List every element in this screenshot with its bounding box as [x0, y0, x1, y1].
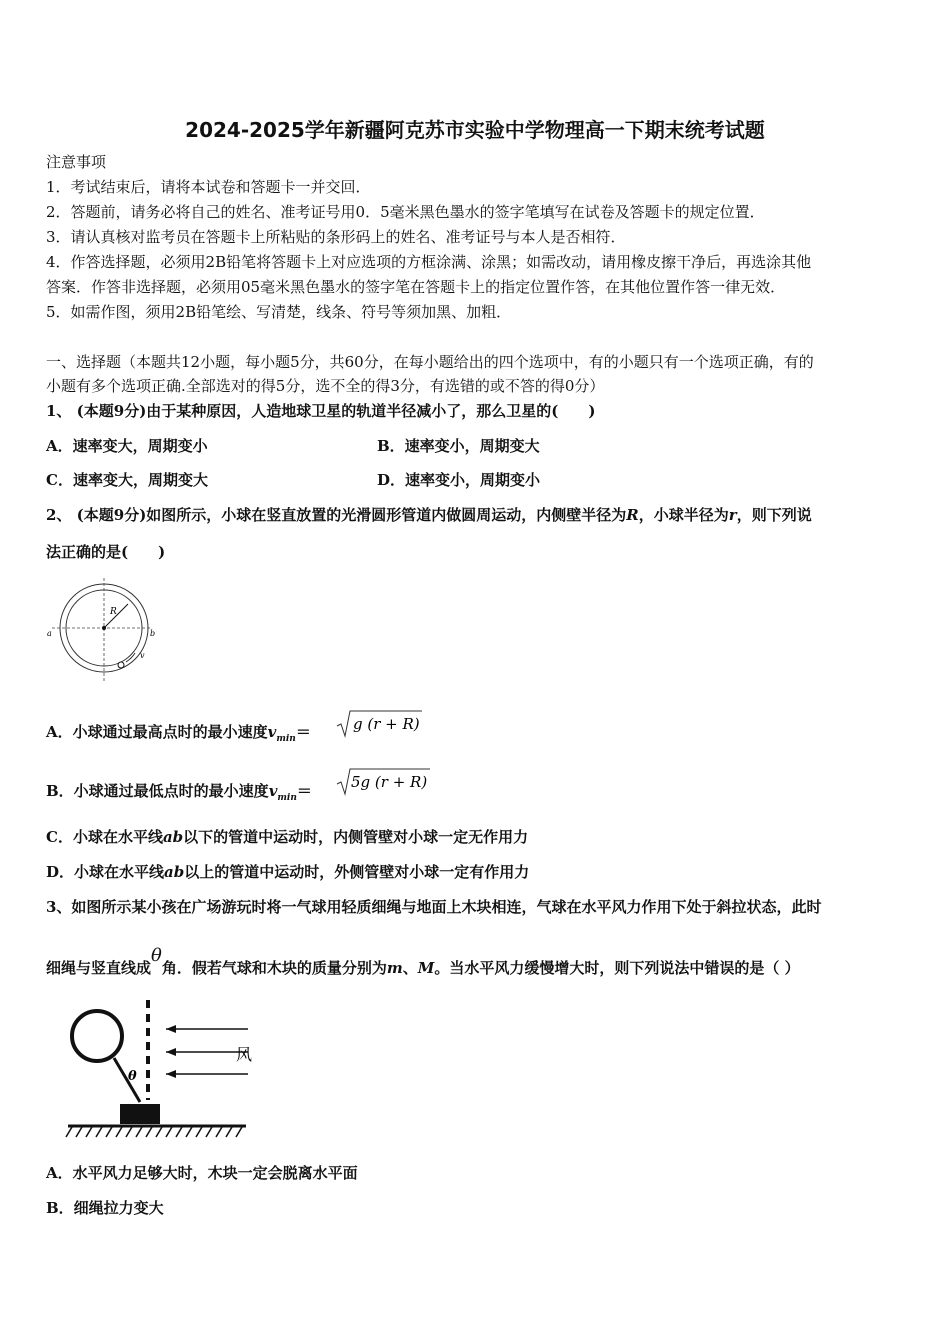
q1-option-a: A．速率变大，周期变小: [46, 437, 208, 455]
fig-label-theta: θ: [128, 1069, 137, 1084]
radicand-a: g (r + R): [353, 715, 420, 733]
radicand-b: 5g (r + R): [351, 773, 428, 791]
symbol-theta: θ: [151, 945, 162, 966]
notice-item-2: 2．答题前，请务必将自己的姓名、准考证号用0．5毫米黑色墨水的签字笔填写在试卷及答题卡的规定位置．: [46, 203, 765, 221]
q2-option-c: [46, 827, 528, 847]
subscript-min: min: [276, 734, 296, 744]
symbol-r: r: [728, 506, 737, 524]
q3-stem-part: 细绳与竖直线成: [46, 959, 152, 977]
q2-stem-part: 2、 (本题9分)如图所示，小球在竖直放置的光滑圆形管道内做圆周运动，内侧壁半径为: [46, 506, 627, 524]
q2-option-b: [46, 781, 312, 808]
subscript-min: min: [277, 793, 297, 803]
q2-option-b-formula: [334, 766, 434, 796]
q2-circular-tube-figure: [44, 576, 164, 686]
q2-stem: [46, 505, 812, 525]
symbol-v: v: [268, 782, 278, 800]
section-header-cont: 小题有多个选项正确.全部选对的得5分，选不全的得3分，有选错的或不答的得0分）: [46, 377, 605, 395]
symbol-v: v: [267, 723, 277, 741]
q3-option-a: A．水平风力足够大时，木块一定会脱离水平面: [46, 1164, 358, 1182]
q2-option-c-text: C．小球在水平线: [46, 828, 163, 846]
notice-item-1: 1．考试结束后，请将本试卷和答题卡一并交回．: [46, 178, 371, 196]
q1-option-c: C．速率变大，周期变大: [46, 471, 208, 489]
q3-stem-part: 角．假若气球和木块的质量分别为: [161, 959, 387, 977]
q2-stem-part: ，则下列说: [736, 506, 812, 524]
q1-stem: 1、 (本题9分)由于某种原因，人造地球卫星的轨道半径减小了，那么卫星的( ): [46, 402, 596, 420]
q1-option-d: D．速率变小，周期变小: [377, 471, 541, 489]
fig-label-a: a: [47, 629, 52, 638]
q3-balloon-wind-figure: [62, 996, 252, 1142]
notice-item-4-cont: 答案．作答非选择题，必须用05毫米黑色墨水的签字笔在答题卡上的指定位置作答，在其他位置作答一律无效．: [46, 278, 786, 296]
q2-option-d-text: 以上的管道中运动时，外侧管壁对小球一定有作用力: [184, 863, 530, 881]
notice-item-4: 4．作答选择题，必须用2B铅笔将答题卡上对应选项的方框涂满、涂黑；如需改动，请用橡皮擦干净后，再选涂其他: [46, 253, 812, 271]
notice-heading: 注意事项: [46, 153, 107, 171]
notice-item-3: 3．请认真核对监考员在答题卡上所粘贴的条形码上的姓名、准考证号与本人是否相符．: [46, 228, 626, 246]
equals-sign: ＝: [295, 723, 311, 741]
q2-option-a-text: A．小球通过最高点时的最小速度: [46, 723, 268, 741]
page-title: 2024-2025学年新疆阿克苏市实验中学物理高一下期末统考试题: [185, 118, 765, 142]
q3-option-b: B．细绳拉力变大: [46, 1199, 164, 1217]
fig-label-R: R: [110, 607, 117, 617]
fig-label-v: v: [140, 651, 145, 660]
fig-label-wind: 风: [235, 1045, 252, 1064]
q2-option-a: [46, 722, 311, 749]
symbol-m: m: [386, 959, 403, 977]
q2-option-c-text: 以下的管道中运动时，内侧管壁对小球一定无作用力: [183, 828, 529, 846]
q2-option-d: [46, 862, 529, 882]
q1-option-b: B．速率变小，周期变大: [377, 437, 540, 455]
q3-stem-cont: [46, 945, 800, 978]
symbol-M: M: [417, 959, 435, 977]
q3-stem-part: 、: [402, 959, 418, 977]
equals-sign: ＝: [296, 782, 312, 800]
q3-stem: 3、如图所示某小孩在广场游玩时将一气球用轻质细绳与地面上木块相连，气球在水平风力作用下处于斜拉状态，此时: [46, 898, 822, 916]
q2-option-d-text: D．小球在水平线: [46, 863, 165, 881]
q2-option-a-formula: [334, 708, 426, 738]
q2-stem-cont: 法正确的是( ): [46, 543, 166, 561]
symbol-ab: ab: [162, 828, 184, 846]
fig-label-b: b: [150, 629, 156, 638]
q3-stem-part: 。当水平风力缓慢增大时，则下列说法中错误的是（ ）: [434, 959, 800, 977]
symbol-ab: ab: [164, 863, 185, 881]
q2-option-b-text: B．小球通过最低点时的最小速度: [46, 782, 269, 800]
notice-item-5: 5．如需作图，须用2B铅笔绘、写清楚，线条、符号等须加黑、加粗．: [46, 303, 512, 321]
q2-stem-part: ，小球半径为: [638, 506, 729, 524]
symbol-R: R: [626, 506, 639, 524]
section-header: 一、选择题（本题共12小题，每小题5分，共60分，在每小题给出的四个选项中，有的小题只有一个选项正确，有的: [46, 353, 814, 371]
